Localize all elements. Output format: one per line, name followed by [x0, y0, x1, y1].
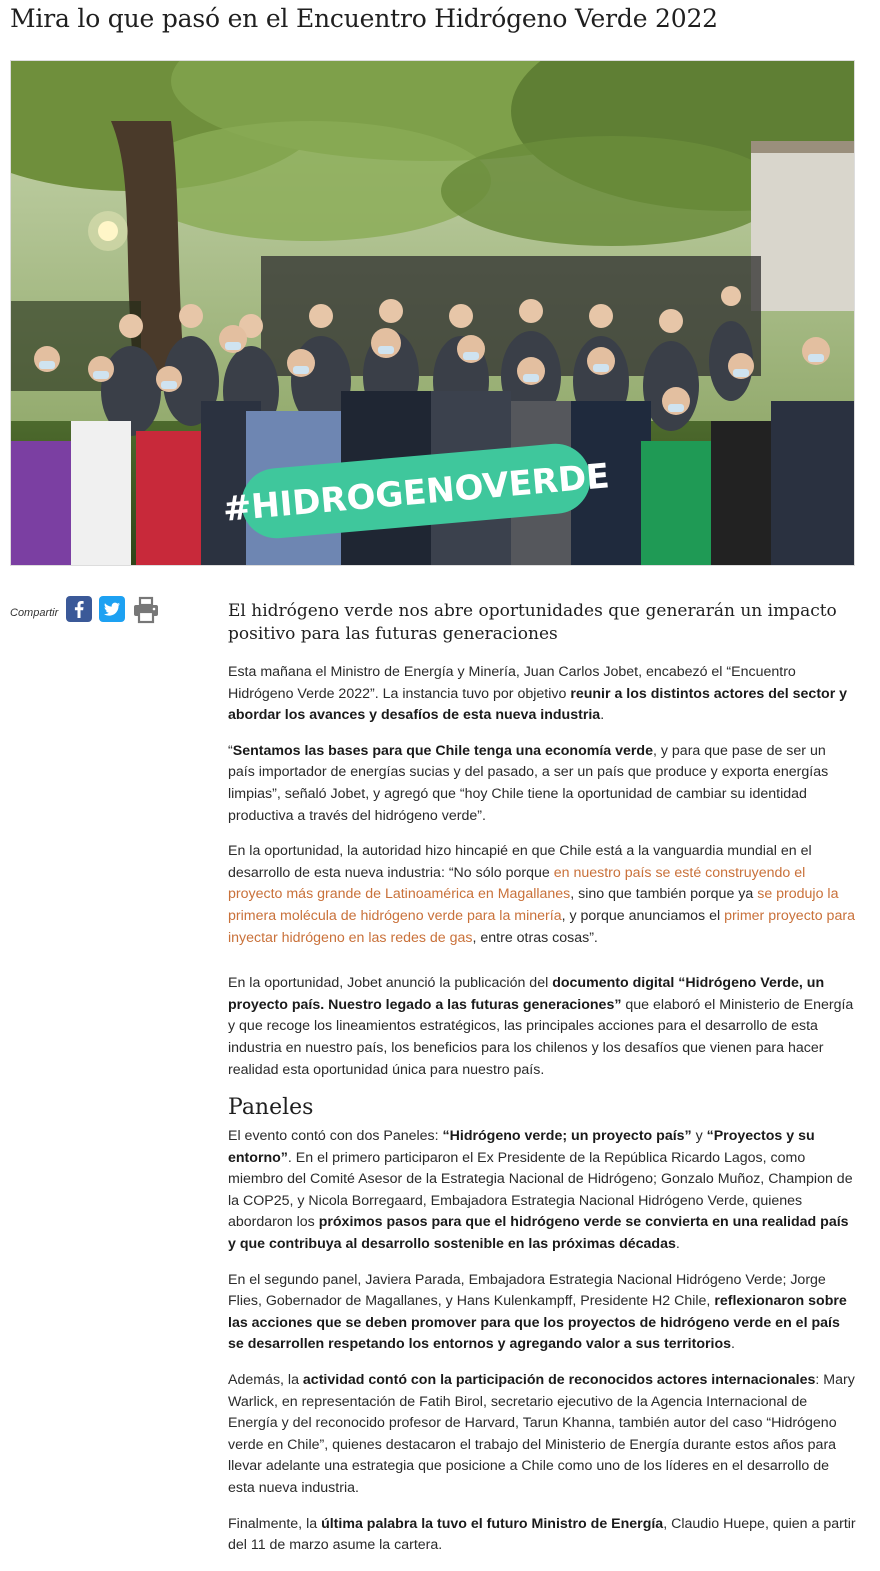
section-heading-paneles: Paneles — [228, 1095, 314, 1121]
text: “ — [228, 742, 233, 759]
text: , y para que pase de ser un país importador de energías sucias y del pasado, a ser un país que produce y exporta energías limpias”, señaló Jobet, y agregó que “hoy Chile tiene la oportunidad de cambiar su identidad productiva a través del hidrógeno verde”. — [228, 742, 829, 824]
text: que elaboró el Ministerio de Energía y que recoge los lineamientos estratégicos, las principales acciones para el desarrollo de esta industria en nuestro país, los beneficios para los chilenos y los desafíos que vienen para hacer realidad esta oportunidad única para nuestro país. — [228, 996, 854, 1078]
bold-text: reunir a los distintos actores del sector y abordar los avances y desafíos de esta nueva industria — [228, 685, 848, 724]
bold-text: documento digital “Hidrógeno Verde, un proyecto país. Nuestro legado a las futuras generaciones” — [228, 975, 825, 1013]
link-first-molecule[interactable]: se produjo la primera molécula de hidrógeno verde para la minería — [228, 886, 839, 924]
text: En el segundo panel, Javiera Parada, Embajadora Estrategia Nacional Hidrógeno Verde; Jorge Flies, Gobernador de Magallanes, y Hans Kulenkampff, Presidente H2 Chile, — [228, 1271, 826, 1310]
paragraph-intro — [228, 662, 856, 727]
bold-text: reflexionaron sobre las acciones que se deben promover para que los proyectos de hidrógeno verde en el país se desarrollen respetando los entornos y agregando valor a sus territorios — [228, 1293, 847, 1353]
link-magallanes-project[interactable]: en nuestro país se esté construyendo el proyecto más grande de Latinoamérica en Magallanes — [228, 864, 806, 903]
text: , entre otras cosas”. — [472, 929, 598, 946]
text: En la oportunidad, Jobet anunció la publicación del — [228, 975, 553, 992]
print-button[interactable] — [132, 596, 158, 622]
bold-text: última palabra la tuvo el futuro Ministro de Energía — [321, 1515, 664, 1532]
bold-text: “Proyectos y su entorno” — [228, 1128, 815, 1166]
twitter-icon — [99, 596, 125, 622]
paragraph-international — [228, 1370, 856, 1500]
bold-text: Sentamos las bases para que Chile tenga una economía verde — [232, 742, 653, 759]
article-body — [228, 600, 856, 1571]
twitter-share-button[interactable] — [99, 596, 125, 622]
article-lead: El hidrógeno verde nos abre oportunidades que generarán un impacto positivo para las futuras generaciones — [228, 601, 837, 644]
sign-text: #HIDROGENOVERDE — [221, 456, 612, 530]
text: El evento contó con dos Paneles: — [228, 1128, 443, 1145]
link-gas-networks-project[interactable]: primer proyecto para inyectar hidrógeno en las redes de gas — [228, 907, 855, 946]
bold-text: “Hidrógeno verde; un proyecto país” — [442, 1128, 692, 1145]
text: . En el primero participaron el Ex Presidente de la República Ricardo Lagos, como miembro del Comité Asesor de la Estrategia Nacional de Hidrógeno; Gonzalo Muñoz, Champion de la COP25, y Nicola Borregaard, Embajadora Estrategia Nacional Hidrógeno Verde, quienes abordaron los — [228, 1149, 853, 1231]
share-bar — [10, 596, 165, 622]
paragraph-vanguard — [228, 841, 856, 949]
text: En la oportunidad, la autoridad hizo hincapié en que Chile está a la vanguardia mundial en el desarrollo de esta nueva industria: “No sólo porque — [228, 843, 812, 881]
facebook-share-button[interactable] — [66, 596, 92, 622]
paragraph-document — [228, 973, 856, 1081]
text: Finalmente, la — [228, 1515, 322, 1532]
spacer — [228, 963, 856, 973]
paragraph-closing — [228, 1514, 856, 1557]
text: y — [691, 1128, 707, 1145]
text: , y porque anunciamos el — [561, 907, 725, 924]
bold-text: próximos pasos para que el hidrógeno verde se convierta en una realidad país y que contribuya al desarrollo sostenible en las próximas décadas — [228, 1214, 849, 1253]
text: . — [675, 1236, 680, 1253]
text: Esta mañana el Ministro de Energía y Minería, Juan Carlos Jobet, encabezó el “Encuentro Hidrógeno Verde 2022”. La instancia tuvo por objetivo — [228, 664, 796, 702]
facebook-icon — [66, 596, 92, 622]
hero-photo — [10, 60, 855, 566]
group-photo-illustration — [11, 61, 855, 566]
paragraph-second-panel — [228, 1270, 856, 1356]
text: . — [731, 1336, 735, 1353]
share-label: Compartir — [10, 607, 59, 619]
text: . — [600, 707, 605, 724]
text: , sino que también porque ya — [570, 886, 758, 903]
paragraph-panels — [228, 1126, 856, 1256]
page-title: Mira lo que pasó en el Encuentro Hidrógeno Verde 2022 — [10, 4, 718, 33]
paragraph-quote — [228, 741, 856, 827]
text: : Mary Warlick, en representación de Fatih Birol, secretario ejecutivo de la Agencia Internacional de Energía y del reconocido profesor de Harvard, Tarun Khanna, también autor del caso “Hidrógeno verde en Chile”, quienes destacaron el trabajo del Ministerio de Energía durante estos años para llevar adelante una estrategia que posicione a Chile como uno de los líderes en el desarrollo de esta nueva industria. — [228, 1372, 855, 1496]
text: , Claudio Huepe, quien a partir del 11 de marzo asume la cartera. — [228, 1515, 856, 1554]
bold-text: actividad contó con la participación de reconocidos actores internacionales — [302, 1372, 816, 1389]
printer-icon — [132, 596, 160, 624]
text: Además, la — [228, 1372, 303, 1389]
